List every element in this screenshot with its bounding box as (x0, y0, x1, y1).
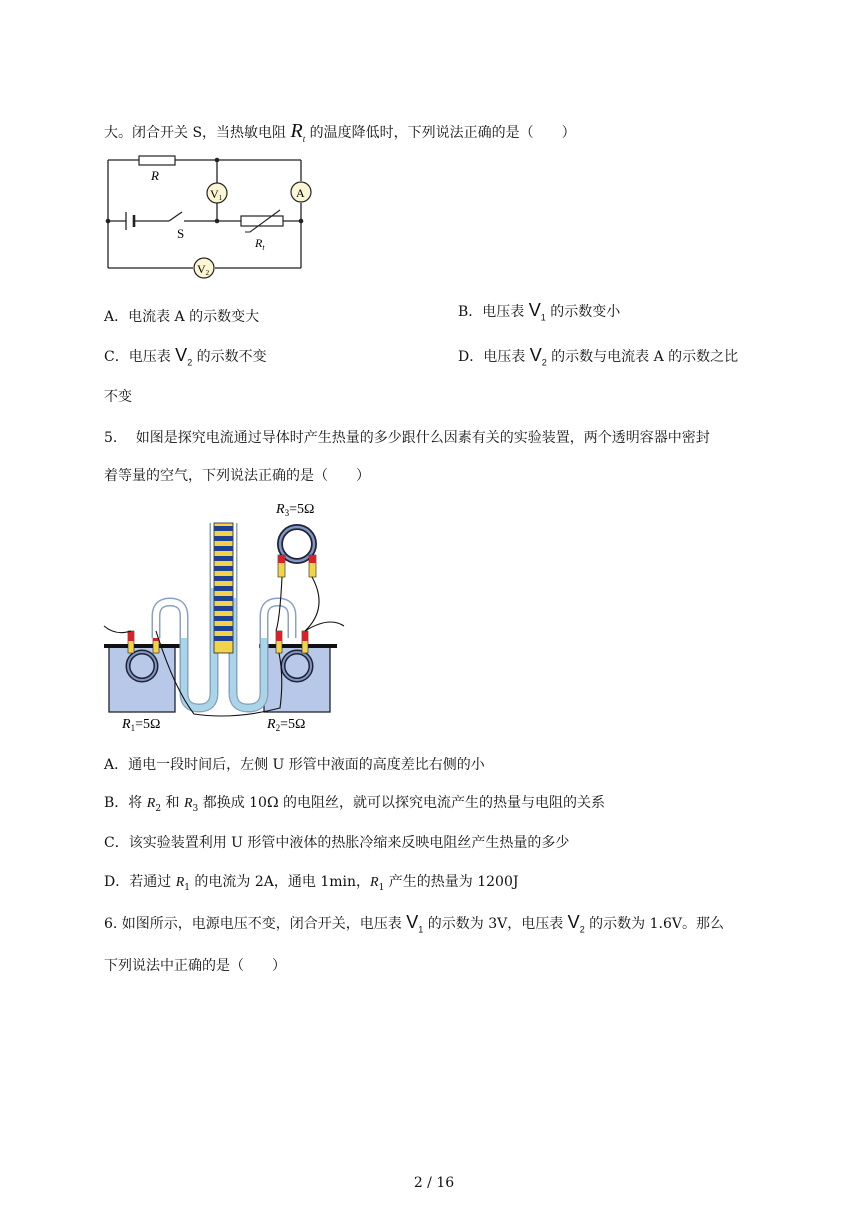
page-number: 2 / 16 (413, 1175, 455, 1191)
q4-stem-text-a: 大。闭合开关 S，当热敏电阻 (104, 125, 291, 141)
svg-text:V2: V2 (197, 262, 210, 277)
label-r3: $R_3=5\Omega$ (276, 502, 315, 518)
q4-option-d-wrap: 不变 (104, 389, 132, 405)
q5-option-d: D．若通过 $R_1$ 的电流为 2A，通电 1min，$R_1$ 产生的热量为 1200J (104, 874, 519, 893)
svg-text:V1: V1 (210, 187, 223, 202)
q4-option-d: D．电压表 $V_2$ 的示数与电流表 A 的示数之比 (458, 345, 739, 368)
label-r2: $R_2=5\Omega$ (267, 717, 306, 733)
label-r1: $R_1=5\Omega$ (122, 717, 161, 733)
resistor-r (139, 156, 175, 165)
label-rt: $R_t$ (255, 236, 265, 252)
q6-stem-line1: 6. 如图所示，电源电压不变，闭合开关，电压表 $V_1$ 的示数为 3V，电压表 $V_2$ 的示数为 1.6V。那么 (104, 912, 724, 935)
q4-circuit-diagram (104, 152, 314, 277)
svg-text:A: A (296, 186, 305, 200)
q5-option-a: A．通电一段时间后，左侧 U 形管中液面的高度差比右侧的小 (104, 757, 485, 773)
q4-option-b: B．电压表 $V_1$ 的示数变小 (458, 300, 621, 323)
q4-stem-rt-symbol: $R_t$ (290, 120, 306, 144)
thermistor-rt (241, 216, 283, 226)
label-r: R (151, 168, 159, 183)
q5-apparatus-diagram (104, 498, 354, 738)
q5-option-b: B．将 $R_2$ 和 $R_3$ 都换成 10Ω 的电阻丝，就可以探究电流产生的热量与电阻的关系 (104, 795, 606, 814)
label-s: S (177, 226, 185, 241)
q4-option-c: C．电压表 $V_2$ 的示数不变 (104, 345, 267, 368)
q4-stem (104, 120, 576, 144)
q5-stem-line1: 5. 如图是探究电流通过导体时产生热量的多少跟什么因素有关的实验装置，两个透明容器中密封 (104, 430, 710, 446)
q4-stem-text-b: 的温度降低时，下列说法正确的是（ ） (305, 125, 576, 141)
q5-stem-line2: 着等量的空气，下列说法正确的是（ ） (104, 468, 370, 484)
q4-option-a: A．电流表 A 的示数变大 (104, 309, 260, 325)
q5-option-c: C．该实验装置利用 U 形管中液体的热胀冷缩来反映电阻丝产生热量的多少 (104, 835, 570, 851)
q6-stem-line2: 下列说法中正确的是（ ） (104, 958, 286, 974)
